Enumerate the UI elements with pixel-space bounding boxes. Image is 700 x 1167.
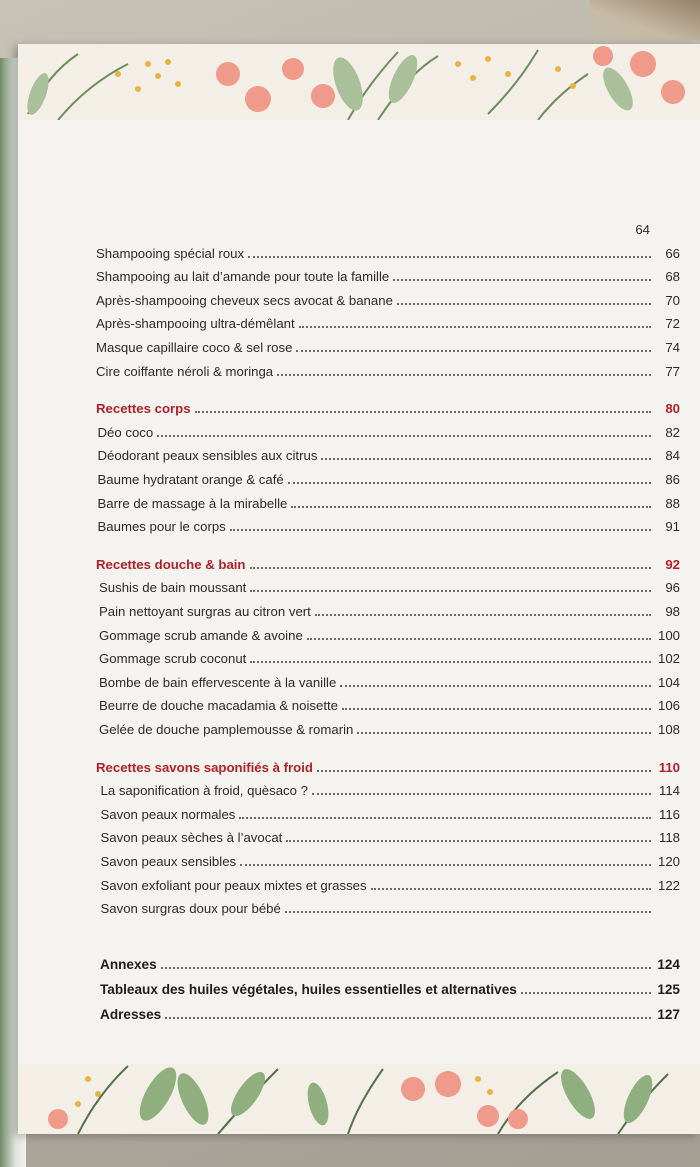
toc-entry-page: 106 [657, 698, 680, 714]
toc-entry-label: Annexes [100, 956, 157, 972]
toc-section-heading [96, 401, 680, 416]
toc-entry [96, 340, 680, 355]
toc-entry-page: 66 [665, 245, 680, 261]
toc-entry-label: Sushis de bain moussant [99, 580, 247, 596]
toc-entry-label: Recettes corps [96, 401, 191, 417]
toc-entry-page: 88 [665, 495, 680, 511]
toc-entry-page: 92 [665, 556, 680, 572]
toc-entry-page: 127 [657, 1006, 680, 1022]
toc-entry [96, 364, 680, 379]
book-page [18, 44, 700, 1134]
toc-entry [98, 425, 681, 440]
dot-leader [250, 567, 652, 569]
toc-entry-page: 72 [665, 316, 680, 332]
toc-entry-label: Savon surgras doux pour bébé [100, 901, 281, 917]
toc-entry [101, 878, 681, 893]
toc-entry-page: 124 [657, 956, 680, 972]
toc-entry-page: 86 [665, 472, 680, 487]
dot-leader [340, 685, 651, 687]
dot-leader [291, 506, 651, 508]
dot-leader [357, 732, 651, 734]
toc-entry-label: Pain nettoyant surgras au citron vert [99, 604, 311, 619]
toc-entry-page: 68 [665, 269, 680, 285]
toc-entry-page: 120 [657, 854, 680, 869]
dot-leader [195, 411, 651, 413]
toc-appendix-entry [100, 957, 680, 972]
toc-entry [99, 628, 680, 643]
toc-entry-page: 77 [665, 363, 680, 379]
toc-entry-page: 84 [665, 448, 680, 464]
dot-leader [299, 326, 651, 328]
toc-entry-page: 116 [658, 806, 680, 822]
toc-entry-page: 122 [657, 877, 680, 893]
dot-leader [315, 614, 651, 616]
toc-entry-label: Après-shampooing ultra-démêlant [96, 316, 295, 332]
dot-leader [342, 708, 651, 710]
toc-entry [101, 830, 681, 845]
toc-entry [96, 293, 680, 308]
toc-entry [98, 472, 681, 487]
toc-entry-page: 82 [665, 424, 680, 440]
toc-entry [101, 783, 681, 798]
dot-leader [521, 992, 651, 994]
dot-leader [157, 435, 651, 437]
dot-leader [230, 529, 651, 531]
dot-leader [397, 303, 651, 305]
toc-entry [96, 246, 680, 261]
toc-entry-page: 118 [658, 830, 680, 846]
toc-entry-page: 125 [657, 981, 680, 997]
toc-entry-page: 114 [658, 783, 680, 799]
dot-leader [296, 350, 651, 352]
toc-section-heading [96, 760, 680, 775]
dot-leader [321, 458, 651, 460]
toc-entry [96, 269, 680, 284]
toc-entry-label: Savon peaux sensibles [100, 854, 237, 869]
dot-leader [240, 864, 651, 866]
toc-entry [99, 722, 680, 737]
toc-entry-label: Gommage scrub amande & avoine [99, 627, 303, 643]
toc-entry [101, 807, 681, 822]
toc-entry-label: Déo coco [97, 424, 154, 440]
toc-entry-page: 104 [657, 674, 680, 690]
toc-entry-label: Shampooing au lait d’amande pour toute la famille [96, 269, 390, 285]
dot-leader [239, 817, 651, 819]
dot-leader [286, 840, 651, 842]
toc-entry [96, 316, 680, 331]
toc-appendix-entry [100, 1007, 680, 1022]
toc-entry-label: Tableaux des huiles végétales, huiles essentielles et alternatives [100, 981, 517, 997]
toc-entry-label: Après-shampooing cheveux secs avocat & banane [96, 292, 393, 308]
corner-object [590, 0, 700, 40]
toc-entry-page: 108 [657, 722, 680, 737]
dot-leader [288, 482, 651, 484]
dot-leader [161, 967, 651, 969]
toc-entry-page: 96 [665, 580, 680, 596]
toc-entry-label: Baume hydratant orange & café [97, 472, 284, 487]
dot-leader [248, 256, 651, 258]
toc-entry [99, 651, 680, 666]
toc-entry-page: 110 [658, 759, 680, 775]
toc-entry [99, 675, 680, 690]
dot-leader [165, 1017, 651, 1019]
toc-entry-label: Barre de massage à la mirabelle [97, 495, 288, 511]
toc-entry [99, 580, 680, 595]
toc-entry-page: 100 [657, 627, 680, 643]
toc-entry [98, 496, 681, 511]
dot-leader [250, 590, 651, 592]
floral-band-bottom [18, 1064, 700, 1134]
toc-entry-label: Cire coiffante néroli & moringa [96, 363, 274, 379]
dot-leader [312, 793, 651, 795]
dot-leader [317, 770, 651, 772]
toc-entry-label: La saponification à froid, quèsaco ? [100, 783, 308, 799]
toc-first-page-number: 64 [635, 222, 650, 237]
toc-entry-label: Adresses [100, 1006, 162, 1022]
toc-entry-label: Beurre de douche macadamia & noisette [99, 698, 338, 714]
toc-entry-label: Recettes savons saponifiés à froid [96, 759, 313, 775]
toc-entry [101, 901, 681, 916]
toc-entry [98, 519, 681, 534]
dot-leader [371, 888, 651, 890]
toc-entry-label: Shampooing spécial roux [96, 245, 245, 261]
toc-appendix-entry [100, 982, 680, 997]
toc-entry [99, 698, 680, 713]
toc-entry-page: 102 [657, 651, 680, 667]
toc-entry-label: Gelée de douche pamplemousse & romarin [99, 722, 354, 737]
toc-entry [98, 448, 681, 463]
dot-leader [285, 911, 651, 913]
dot-leader [250, 661, 651, 663]
toc-entry-page: 98 [665, 604, 680, 619]
toc-entry [101, 854, 681, 869]
dot-leader [393, 279, 651, 281]
toc-entry-label: Gommage scrub coconut [99, 651, 247, 667]
toc-entry-page: 74 [665, 340, 680, 355]
toc-entry-page: 91 [665, 519, 680, 535]
toc-entry-label: Savon peaux sèches à l’avocat [100, 830, 283, 846]
toc-entry-label: Savon exfoliant pour peaux mixtes et grasses [100, 877, 367, 893]
dot-leader [307, 638, 651, 640]
toc-entry-page: 70 [665, 292, 680, 308]
table-of-contents [18, 44, 700, 1134]
toc-entry-page: 80 [665, 401, 680, 417]
toc-entry-label: Baumes pour le corps [97, 519, 226, 535]
toc-entry-label: Recettes douche & bain [96, 556, 246, 572]
toc-entry [99, 604, 680, 619]
toc-entry-label: Savon peaux normales [100, 806, 236, 822]
toc-entry-label: Bombe de bain effervescente à la vanille [99, 674, 337, 690]
toc-entry-label: Déodorant peaux sensibles aux citrus [97, 448, 318, 464]
toc-entry-label: Masque capillaire coco & sel rose [96, 340, 293, 355]
dot-leader [277, 374, 651, 376]
toc-section-heading [96, 557, 680, 572]
